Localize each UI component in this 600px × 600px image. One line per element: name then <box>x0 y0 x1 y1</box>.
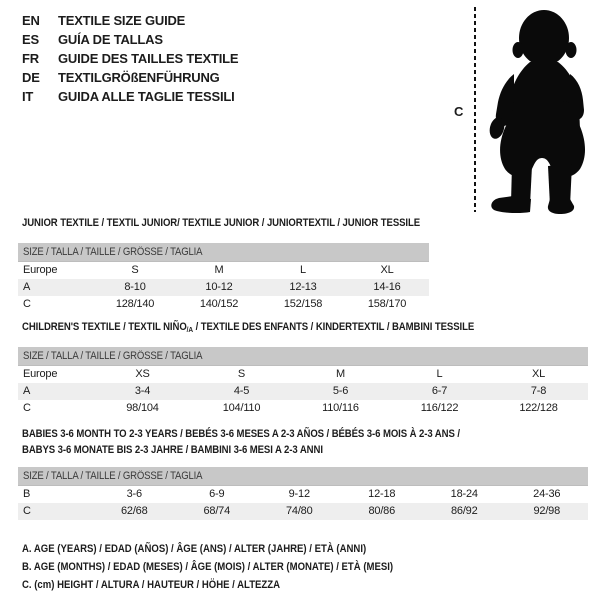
value-cell: 7-8 <box>530 385 547 397</box>
size-cell: L <box>300 264 306 276</box>
value-cell: 6-9 <box>209 488 225 500</box>
children-table-title-text <box>22 321 474 333</box>
value-cell: 12-13 <box>289 281 317 293</box>
size-header-bar <box>18 347 588 366</box>
table-row-age-years <box>18 279 429 296</box>
junior-table-title <box>22 217 480 229</box>
table-row-height <box>18 296 429 313</box>
language-row-en <box>22 11 238 30</box>
size-cell: XL <box>380 264 394 276</box>
value-cell: 74/80 <box>285 505 313 517</box>
size-header-label: SIZE / TALLA / TAILLE / GRÖSSE / TAGLIA <box>23 350 203 362</box>
row-label: Europe <box>23 368 58 380</box>
value-cell: 158/170 <box>367 298 407 310</box>
title-part: CHILDREN'S TEXTILE / TEXTIL NIÑO <box>22 321 187 333</box>
size-cell: XS <box>135 368 150 380</box>
children-table-title <box>22 321 542 333</box>
junior-size-table <box>18 243 429 313</box>
baby-silhouette-icon <box>484 4 599 216</box>
legend-line-height <box>22 576 449 594</box>
value-cell: 3-4 <box>134 385 151 397</box>
value-cell: 9-12 <box>288 488 310 500</box>
legend-line-age-months <box>22 558 449 576</box>
size-cell: M <box>336 368 345 380</box>
language-code: DE <box>22 70 40 85</box>
babies-size-table <box>18 467 588 520</box>
value-cell: 152/158 <box>283 298 323 310</box>
language-code: EN <box>22 13 40 28</box>
legend-text: A. AGE (YEARS) / EDAD (AÑOS) / ÂGE (ANS) / ALTER (JAHRE) / ETÀ (ANNI) <box>22 543 367 555</box>
value-cell: 110/116 <box>322 402 359 414</box>
value-cell: 12-18 <box>368 488 396 500</box>
value-cell: 116/122 <box>420 402 459 414</box>
size-header-label: SIZE / TALLA / TAILLE / GRÖSSE / TAGLIA <box>23 246 203 258</box>
language-title: GUÍA DE TALLAS <box>58 32 163 47</box>
value-cell: 10-12 <box>205 281 233 293</box>
language-list <box>22 11 238 106</box>
height-dashed-line <box>474 7 476 212</box>
value-cell: 122/128 <box>519 402 558 414</box>
legend-text: C. (cm) HEIGHT / ALTURA / HAUTEUR / HÖHE / ALTEZZA <box>22 579 281 591</box>
language-title: GUIDE DES TAILLES TEXTILE <box>58 51 239 66</box>
size-figure <box>452 4 600 216</box>
value-cell: 80/86 <box>368 505 396 517</box>
language-title: TEXTILE SIZE GUIDE <box>58 13 186 28</box>
row-label: C <box>23 298 31 310</box>
row-label: A <box>23 385 31 397</box>
row-label: Europe <box>23 264 58 276</box>
value-cell: 104/110 <box>222 402 261 414</box>
size-header-bar <box>18 243 429 262</box>
size-header-bar <box>18 467 588 486</box>
language-row-es <box>22 30 238 49</box>
table-row-height <box>18 503 588 520</box>
size-cell: S <box>237 368 246 380</box>
value-cell: 5-6 <box>332 385 349 397</box>
value-cell: 68/74 <box>203 505 231 517</box>
table-row-age-years <box>18 383 588 400</box>
language-code: ES <box>22 32 39 47</box>
legend-line-age-years <box>22 540 449 558</box>
row-label: A <box>23 281 31 293</box>
value-cell: 140/152 <box>199 298 239 310</box>
size-cell: XL <box>531 368 546 380</box>
value-cell: 3-6 <box>126 488 142 500</box>
value-cell: 14-16 <box>373 281 401 293</box>
height-measure-label: C <box>454 104 464 119</box>
size-cell: L <box>436 368 443 380</box>
title-part: / TEXTILE DES ENFANTS / KINDERTEXTIL / BAMBINI TESSILE <box>193 321 475 333</box>
babies-title-line1: BABIES 3-6 MONTH TO 2-3 YEARS / BEBÉS 3-6 MESES A 2-3 AÑOS / BÉBÉS 3-6 MOIS À 2-3 ANS / <box>22 428 460 440</box>
junior-table-title-text: JUNIOR TEXTILE / TEXTIL JUNIOR/ TEXTILE JUNIOR / JUNIORTEXTIL / JUNIOR TESSILE <box>22 217 421 229</box>
language-title: TEXTILGRÖßENFÜHRUNG <box>58 70 220 85</box>
table-row-europe <box>18 262 429 279</box>
language-row-fr <box>22 49 238 68</box>
legend <box>22 540 449 594</box>
table-row-europe <box>18 366 588 383</box>
language-row-de <box>22 68 238 87</box>
value-cell: 128/140 <box>115 298 155 310</box>
value-cell: 8-10 <box>124 281 146 293</box>
language-title: GUIDA ALLE TAGLIE TESSILI <box>58 89 235 104</box>
title-subscript: /A <box>186 325 194 334</box>
babies-table-title <box>22 426 525 458</box>
row-label: B <box>23 488 31 500</box>
language-code: IT <box>22 89 34 104</box>
size-cell: S <box>131 264 139 276</box>
language-code: FR <box>22 51 39 66</box>
value-cell: 24-36 <box>533 488 561 500</box>
legend-text: B. AGE (MONTHS) / EDAD (MESES) / ÂGE (MOIS) / ALTER (MONATE) / ETÀ (MESI) <box>22 561 394 573</box>
value-cell: 98/104 <box>126 402 159 414</box>
value-cell: 18-24 <box>450 488 478 500</box>
value-cell: 6-7 <box>431 385 448 397</box>
size-header-label: SIZE / TALLA / TAILLE / GRÖSSE / TAGLIA <box>23 470 203 482</box>
children-size-table <box>18 347 588 417</box>
value-cell: 4-5 <box>233 385 250 397</box>
table-row-age-months <box>18 486 588 503</box>
table-row-height <box>18 400 588 417</box>
row-label: C <box>23 402 31 414</box>
value-cell: 62/68 <box>120 505 148 517</box>
language-row-it <box>22 87 238 106</box>
row-label: C <box>23 505 31 517</box>
size-cell: M <box>214 264 224 276</box>
babies-title-line2: BABYS 3-6 MONATE BIS 2-3 JAHRE / BAMBINI 3-6 MESI A 2-3 ANNI <box>22 444 323 456</box>
value-cell: 92/98 <box>533 505 561 517</box>
value-cell: 86/92 <box>450 505 478 517</box>
